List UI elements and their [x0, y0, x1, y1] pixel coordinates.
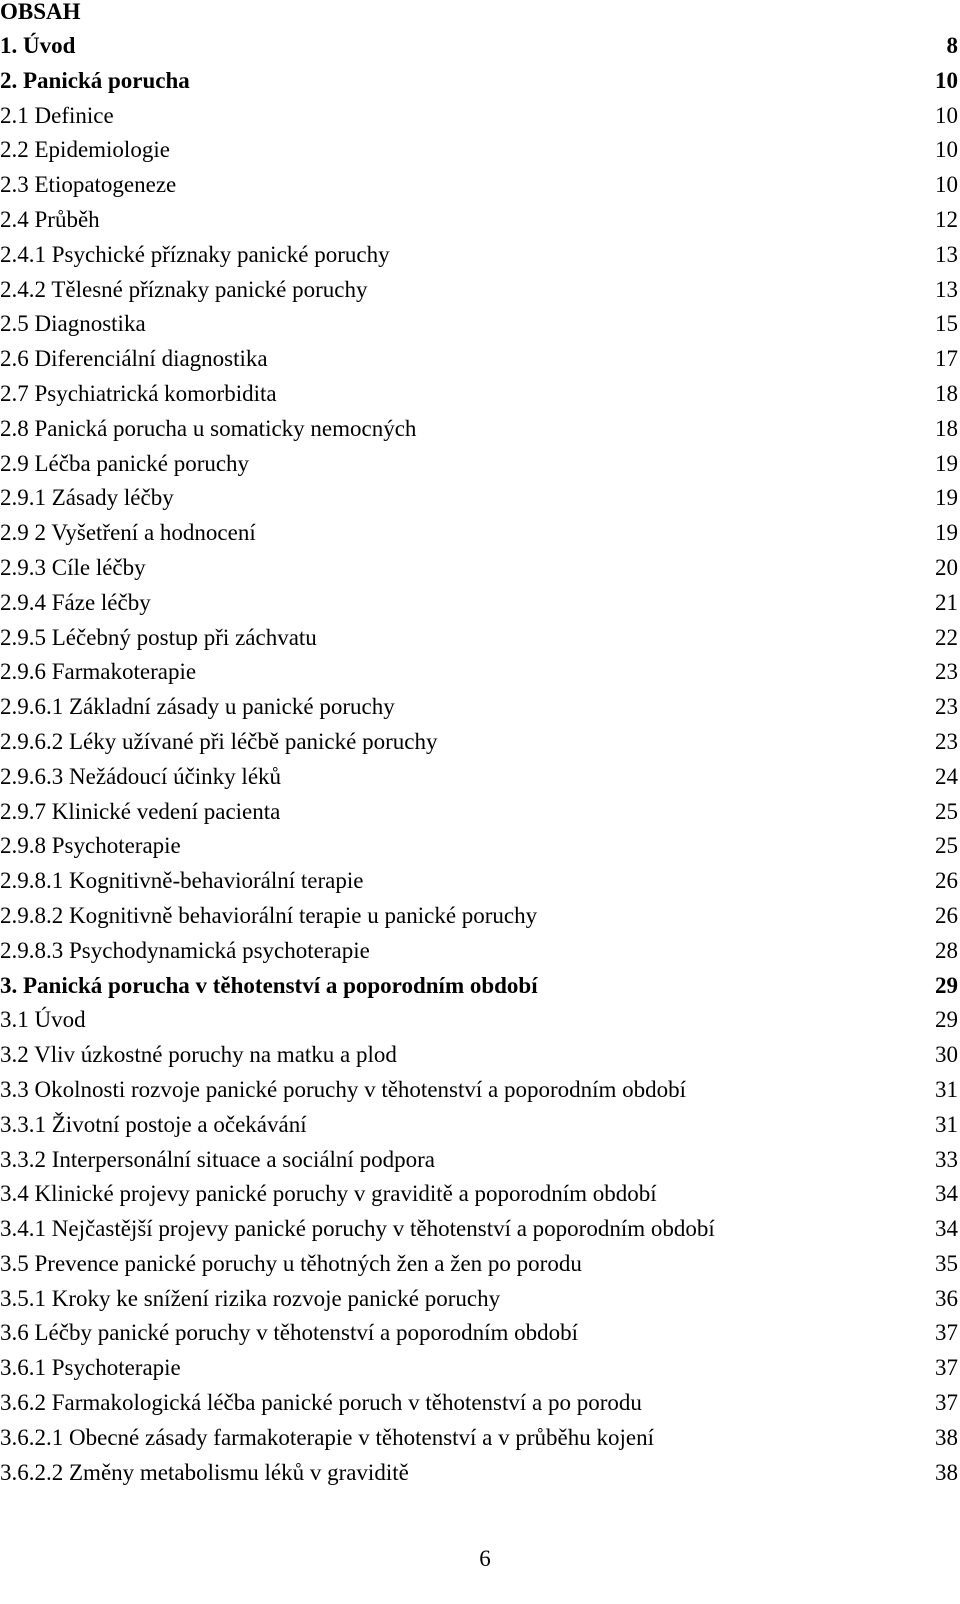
toc-entry-label: 2.9.6.3 Nežádoucí účinky léků	[0, 763, 282, 789]
toc-entry-page: 33	[935, 1146, 958, 1172]
toc-entry[interactable]	[0, 899, 958, 934]
toc-entry-label: 2.9.5 Léčebný postup při záchvatu	[0, 624, 317, 650]
toc-entry-page: 13	[935, 276, 958, 302]
toc-entry-label: 3.4 Klinické projevy panické poruchy v graviditě a poporodním období	[0, 1181, 657, 1207]
toc-title: OBSAH	[0, 0, 81, 24]
toc-entry-page: 8	[946, 33, 958, 58]
toc-entry[interactable]	[0, 969, 958, 1004]
toc-entry[interactable]	[0, 29, 958, 64]
toc-entry-page: 15	[935, 311, 958, 337]
toc-entry-page: 34	[935, 1181, 958, 1207]
toc-entry-page: 18	[935, 415, 958, 441]
toc-entry-page: 36	[935, 1285, 958, 1311]
toc-entry-page: 12	[935, 206, 958, 232]
toc-entry[interactable]	[0, 864, 958, 899]
toc-entry-label: 3.6.1 Psychoterapie	[0, 1355, 181, 1381]
toc-entry-label: 2.9 2 Vyšetření a hodnocení	[0, 520, 256, 546]
toc-entry-page: 31	[935, 1076, 958, 1102]
toc-entry-label: 3.2 Vliv úzkostné poruchy na matku a plod	[0, 1042, 397, 1068]
toc-entry-label: 3.5 Prevence panické poruchy u těhotných žen a žen po porodu	[0, 1250, 582, 1276]
toc-entry[interactable]	[0, 586, 958, 621]
toc-entry-page: 35	[935, 1250, 958, 1276]
toc-entry[interactable]	[0, 1038, 958, 1073]
toc-entry-label: 2.7 Psychiatrická komorbidita	[0, 380, 277, 406]
toc-entry[interactable]	[0, 1316, 958, 1351]
toc-entry[interactable]	[0, 133, 958, 168]
toc-entry-label: 1. Úvod	[0, 33, 76, 58]
toc-entry-page: 18	[935, 380, 958, 406]
toc-entry-label: 3.4.1 Nejčastější projevy panické poruchy v těhotenství a poporodním období	[0, 1216, 715, 1242]
toc-entry[interactable]	[0, 1212, 958, 1247]
toc-entry[interactable]	[0, 655, 958, 690]
toc-entry[interactable]	[0, 516, 958, 551]
toc-entry-page: 26	[935, 868, 958, 894]
toc-entry[interactable]	[0, 1073, 958, 1108]
toc-entry-label: 3. Panická porucha v těhotenství a poporodním období	[0, 972, 538, 998]
toc-entry-page: 23	[935, 728, 958, 754]
toc-entry-label: 2.9.7 Klinické vedení pacienta	[0, 798, 281, 824]
toc-entry[interactable]	[0, 1421, 958, 1456]
toc-entry[interactable]	[0, 447, 958, 482]
toc-entry-page: 34	[935, 1216, 958, 1242]
toc-entry-page: 23	[935, 659, 958, 685]
toc-entry-page: 10	[935, 137, 958, 163]
toc-entry-page: 38	[935, 1459, 958, 1485]
toc-entry[interactable]	[0, 551, 958, 586]
toc-entry-label: 3.3.1 Životní postoje a očekávání	[0, 1111, 307, 1137]
toc-entry-page: 19	[935, 520, 958, 546]
toc-entry-page: 20	[935, 554, 958, 580]
toc-entry-page: 37	[935, 1320, 958, 1346]
toc-entry[interactable]	[0, 1282, 958, 1317]
toc-entry-label: 2.4 Průběh	[0, 206, 100, 232]
toc-entry-label: 3.6.2.1 Obecné zásady farmakoterapie v těhotenství a v průběhu kojení	[0, 1424, 654, 1450]
toc-entry[interactable]	[0, 238, 958, 273]
toc-entry-label: 2.9.6 Farmakoterapie	[0, 659, 197, 685]
toc-entry-label: 2.6 Diferenciální diagnostika	[0, 346, 268, 372]
toc-entry[interactable]	[0, 273, 958, 308]
toc-entry-page: 37	[935, 1355, 958, 1381]
toc-entries	[0, 29, 958, 1490]
toc-entry-page: 23	[935, 694, 958, 720]
toc-entry-page: 25	[935, 798, 958, 824]
toc-entry-page: 19	[935, 485, 958, 511]
toc-entry-page: 30	[935, 1042, 958, 1068]
toc-entry[interactable]	[0, 1108, 958, 1143]
toc-entry[interactable]	[0, 1247, 958, 1282]
toc-entry[interactable]	[0, 795, 958, 830]
toc-entry-label: 2.9.6.2 Léky užívané při léčbě panické poruchy	[0, 728, 438, 754]
toc-entry-page: 10	[935, 67, 958, 93]
toc-entry-label: 2.9.4 Fáze léčby	[0, 589, 151, 615]
toc-entry-label: 2.9.8 Psychoterapie	[0, 833, 181, 859]
toc-entry-page: 10	[935, 172, 958, 198]
toc-entry[interactable]	[0, 1386, 958, 1421]
toc-entry[interactable]	[0, 64, 958, 99]
toc-entry-page: 28	[935, 937, 958, 963]
toc-entry-label: 2.5 Diagnostika	[0, 311, 146, 337]
toc-entry-page: 29	[935, 972, 958, 998]
toc-entry[interactable]	[0, 760, 958, 795]
toc-entry-page: 22	[935, 624, 958, 650]
toc-entry-label: 2.3 Etiopatogeneze	[0, 172, 177, 198]
toc-entry-label: 2.1 Definice	[0, 102, 114, 128]
toc-entry-label: 2.9.3 Cíle léčby	[0, 554, 146, 580]
toc-entry-page: 29	[935, 1007, 958, 1033]
toc-entry[interactable]	[0, 168, 958, 203]
toc-entry-label: 2.4.1 Psychické příznaky panické poruchy	[0, 241, 390, 267]
toc-entry[interactable]	[0, 1456, 958, 1491]
toc-entry[interactable]	[0, 1143, 958, 1178]
toc-entry[interactable]	[0, 342, 958, 377]
toc-entry-page: 13	[935, 241, 958, 267]
toc-entry[interactable]	[0, 934, 958, 969]
toc-entry-page: 38	[935, 1424, 958, 1450]
toc-entry-page: 21	[935, 589, 958, 615]
toc-entry-label: 3.3.2 Interpersonální situace a sociální podpora	[0, 1146, 435, 1172]
toc-entry[interactable]	[0, 1177, 958, 1212]
toc-entry-label: 3.6 Léčby panické poruchy v těhotenství a poporodním období	[0, 1320, 579, 1346]
toc-entry[interactable]	[0, 481, 958, 516]
toc-entry-page: 26	[935, 902, 958, 928]
toc-entry-label: 2. Panická porucha	[0, 67, 190, 93]
page-number: 6	[479, 1546, 491, 1571]
toc-entry-label: 2.9.8.3 Psychodynamická psychoterapie	[0, 937, 370, 963]
toc-entry[interactable]	[0, 203, 958, 238]
toc-entry-label: 2.4.2 Tělesné příznaky panické poruchy	[0, 276, 368, 302]
toc-entry-label: 3.1 Úvod	[0, 1007, 86, 1033]
toc-entry-page: 17	[935, 346, 958, 372]
toc-entry[interactable]	[0, 412, 958, 447]
toc-entry-label: 2.9.8.1 Kognitivně-behaviorální terapie	[0, 868, 364, 894]
toc-entry-page: 19	[935, 450, 958, 476]
toc-entry-label: 2.9.1 Zásady léčby	[0, 485, 174, 511]
toc-entry-label: 2.9 Léčba panické poruchy	[0, 450, 250, 476]
toc-entry-label: 2.9.6.1 Základní zásady u panické poruchy	[0, 694, 395, 720]
toc-entry[interactable]	[0, 690, 958, 725]
toc-entry-label: 2.8 Panická porucha u somaticky nemocných	[0, 415, 417, 441]
toc-entry-page: 24	[935, 763, 958, 789]
toc-entry[interactable]	[0, 829, 958, 864]
toc-entry-page: 31	[935, 1111, 958, 1137]
toc-entry-page: 37	[935, 1390, 958, 1416]
toc-entry-page: 25	[935, 833, 958, 859]
toc-entry-page: 10	[935, 102, 958, 128]
toc-entry-label: 2.9.8.2 Kognitivně behaviorální terapie u panické poruchy	[0, 902, 538, 928]
toc-entry[interactable]	[0, 1003, 958, 1038]
toc-entry-label: 3.3 Okolnosti rozvoje panické poruchy v těhotenství a poporodním období	[0, 1076, 687, 1102]
toc-entry[interactable]	[0, 621, 958, 656]
toc-entry-label: 3.6.2.2 Změny metabolismu léků v graviditě	[0, 1459, 409, 1485]
toc-entry-label: 3.6.2 Farmakologická léčba panické poruch v těhotenství a po porodu	[0, 1390, 642, 1416]
toc-entry[interactable]	[0, 377, 958, 412]
toc-entry[interactable]	[0, 307, 958, 342]
toc-entry-label: 2.2 Epidemiologie	[0, 137, 170, 163]
toc-entry[interactable]	[0, 1351, 958, 1386]
toc-entry[interactable]	[0, 99, 958, 134]
toc-entry[interactable]	[0, 725, 958, 760]
toc-entry-label: 3.5.1 Kroky ke snížení rizika rozvoje panické poruchy	[0, 1285, 501, 1311]
